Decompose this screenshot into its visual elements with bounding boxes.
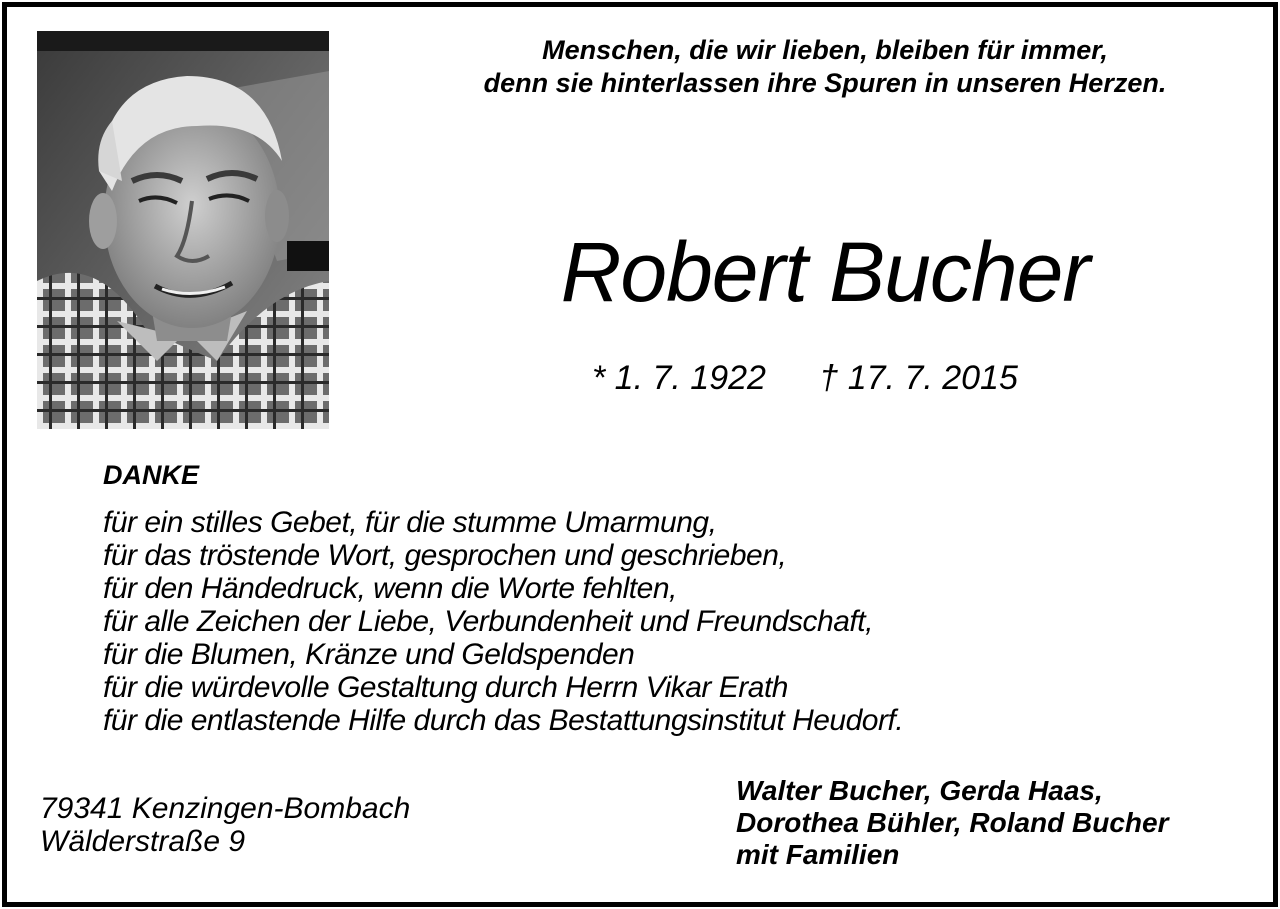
life-dates xyxy=(592,356,1018,400)
thanks-heading: DANKE xyxy=(103,460,200,490)
thanks-line: für die Blumen, Kränze und Geldspenden xyxy=(103,638,635,671)
thanks-line: für ein stilles Gebet, für die stumme Umarmung, xyxy=(103,506,717,539)
quote-line-2: denn sie hinterlassen ihre Spuren in unseren Herzen. xyxy=(483,68,1167,98)
deceased-name: Robert Bucher xyxy=(560,225,1090,319)
portrait-photo xyxy=(37,31,329,429)
address-city: 79341 Kenzingen-Bombach xyxy=(40,792,411,825)
family-signature xyxy=(736,775,1169,871)
thanks-line: für die würdevolle Gestaltung durch Herrn Vikar Erath xyxy=(103,671,788,704)
thanks-line: für das tröstende Wort, gesprochen und geschrieben, xyxy=(103,539,787,572)
thanks-line: für die entlastende Hilfe durch das Bestattungsinstitut Heudorf. xyxy=(103,704,904,737)
quote-line-1: Menschen, die wir lieben, bleiben für immer, xyxy=(542,35,1108,65)
address-block xyxy=(40,792,410,858)
family-line-2: Dorothea Bühler, Roland Bucher xyxy=(736,807,1169,838)
death-date: † 17. 7. 2015 xyxy=(819,359,1018,397)
birth-date: * 1. 7. 1922 xyxy=(592,359,766,397)
thanks-lines xyxy=(103,506,903,737)
thanks-line: für alle Zeichen der Liebe, Verbundenheit und Freundschaft, xyxy=(103,605,873,638)
memorial-quote xyxy=(380,34,1270,100)
thanks-line: für den Händedruck, wenn die Worte fehlten, xyxy=(103,572,677,605)
address-street: Wälderstraße 9 xyxy=(40,825,246,858)
family-line-1: Walter Bucher, Gerda Haas, xyxy=(736,775,1103,806)
family-line-3: mit Familien xyxy=(736,839,900,870)
